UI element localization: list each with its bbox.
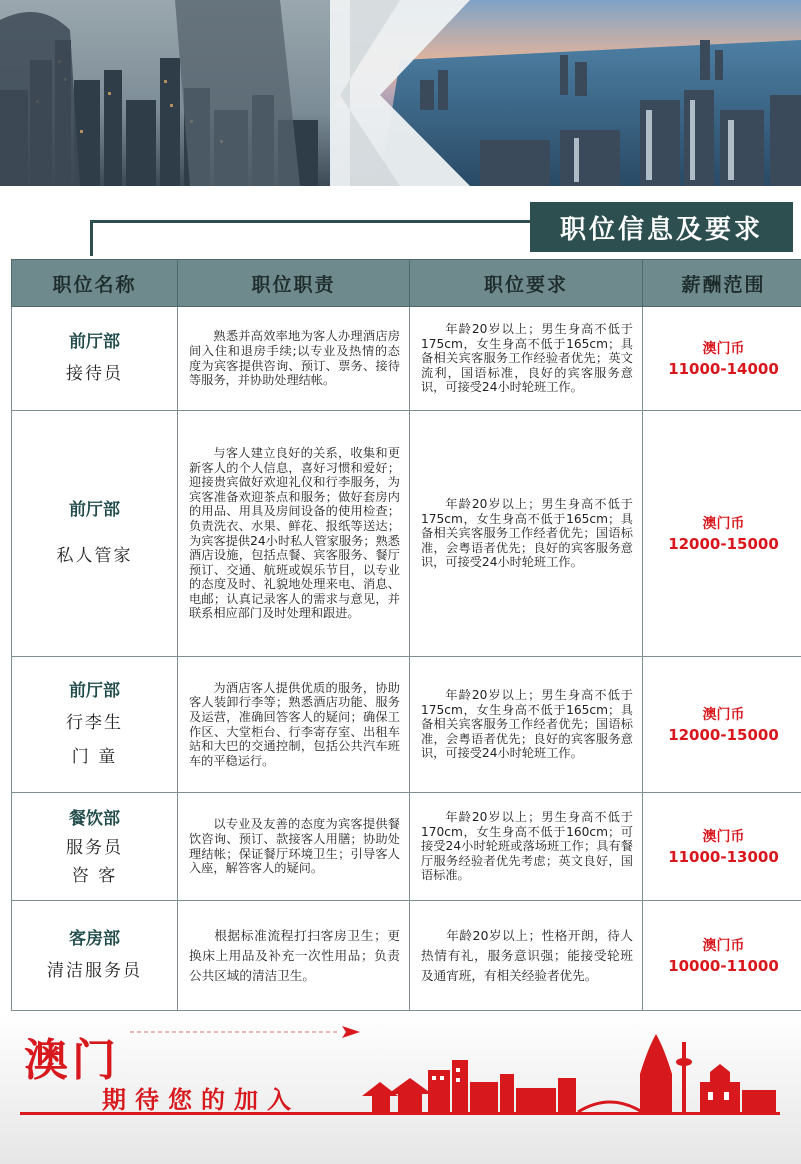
duties-text: 熟悉并高效率地为客人办理酒店房间入住和退房手续;以专业及热情的态度为宾客提供咨询、预订、票务、接待等服务，并协助处理结帐。 bbox=[189, 329, 400, 388]
salary-cell bbox=[643, 411, 801, 657]
requirements-text: 年龄20岁以上；男生身高不低于175cm，女生身高不低于165cm；具备相关宾客服务工作经验者优先；英文流利，国语标准，良好的宾客服务意识，可接受24小时轮班工作。 bbox=[421, 322, 633, 395]
salary-cell bbox=[643, 657, 801, 793]
duties-text: 为酒店客人提供优质的服务，协助客人装卸行李等；熟悉酒店功能、服务及运营，准确回答客人的疑问；确保工作区、大堂柜台、行李寄存室、出租车站和大巴的交通控制，包括公共汽车班车的平稳运行。 bbox=[189, 680, 400, 768]
table-row bbox=[12, 411, 801, 657]
duties-text: 根据标准流程打扫客房卫生；更换床上用品及补充一次性用品；负责公共区域的清洁卫生。 bbox=[189, 927, 400, 983]
department: 餐饮部 bbox=[69, 808, 120, 829]
position-cell bbox=[12, 411, 178, 657]
salary-currency: 澳门币 bbox=[702, 340, 745, 357]
table-row bbox=[12, 901, 801, 1011]
salary-range: 12000-15000 bbox=[668, 725, 779, 744]
position-name: 门 童 bbox=[71, 746, 118, 767]
duties-cell bbox=[178, 411, 410, 657]
table-row bbox=[12, 793, 801, 901]
position-name: 接待员 bbox=[66, 363, 123, 384]
requirements-cell bbox=[410, 307, 643, 411]
department: 客房部 bbox=[69, 928, 120, 949]
position-name: 行李生 bbox=[66, 712, 123, 733]
duties-cell bbox=[178, 901, 410, 1011]
section-title: 职位信息及要求 bbox=[530, 202, 793, 252]
position-name: 服务员 bbox=[66, 837, 123, 858]
city-skyline-photo bbox=[0, 0, 801, 186]
title-rule-hook bbox=[90, 220, 93, 256]
salary-cell bbox=[643, 307, 801, 411]
header-banner bbox=[0, 0, 801, 186]
header-salary: 薪酬范围 bbox=[643, 260, 801, 307]
salary-range: 12000-15000 bbox=[668, 534, 779, 553]
requirements-text: 年龄20岁以上；男生身高不低于175cm，女生身高不低于165cm；具备相关宾客服务工作经者优先；国语标准，会粤语者优先；良好的宾客服务意识，可接受24小时轮班工作。 bbox=[421, 497, 633, 570]
title-rule bbox=[90, 220, 530, 223]
salary-currency: 澳门币 bbox=[702, 937, 745, 954]
salary-currency: 澳门币 bbox=[702, 515, 745, 532]
salary-range: 11000-14000 bbox=[668, 359, 779, 378]
position-name: 私人管家 bbox=[56, 545, 133, 566]
requirements-cell bbox=[410, 657, 643, 793]
position-cell bbox=[12, 307, 178, 411]
salary-range: 10000-11000 bbox=[668, 956, 779, 975]
duties-cell bbox=[178, 793, 410, 901]
city-name: 澳门 bbox=[24, 1035, 120, 1086]
slogan: 期待您的加入 bbox=[102, 1085, 300, 1114]
department: 前厅部 bbox=[69, 331, 120, 352]
position-name: 咨 客 bbox=[71, 865, 118, 886]
requirements-text: 年龄20岁以上；性格开朗，待人热情有礼，服务意识强；能接受轮班及通宵班，有相关经验者优先。 bbox=[421, 927, 633, 983]
table-row bbox=[12, 307, 801, 411]
table-row bbox=[12, 657, 801, 793]
header-requirements: 职位要求 bbox=[410, 260, 643, 307]
requirements-cell bbox=[410, 793, 643, 901]
department: 前厅部 bbox=[69, 499, 120, 520]
salary-currency: 澳门币 bbox=[702, 828, 745, 845]
requirements-text: 年龄20岁以上；男生身高不低于170cm，女生身高不低于160cm；可接受24小时轮班或落场班工作；具有餐厅服务经验者优先考虑；英文良好，国语标准。 bbox=[421, 810, 633, 883]
duties-cell bbox=[178, 307, 410, 411]
job-table bbox=[11, 259, 801, 1011]
table-header-row bbox=[12, 260, 801, 307]
salary-currency: 澳门币 bbox=[702, 706, 745, 723]
salary-range: 11000-13000 bbox=[668, 847, 779, 866]
requirements-text: 年龄20岁以上；男生身高不低于175cm，女生身高不低于165cm；具备相关宾客服务工作经者优先；国语标准，会粤语者优先；良好的宾客服务意识，可接受24小时轮班工作。 bbox=[421, 688, 633, 761]
position-cell bbox=[12, 793, 178, 901]
department: 前厅部 bbox=[69, 680, 120, 701]
duties-text: 与客人建立良好的关系，收集和更新客人的个人信息，喜好习惯和爱好；迎接贵宾做好欢迎礼仪和行李服务，为宾客准备欢迎茶点和服务；做好套房内的用品、用具及房间设备的使用检查；负责洗衣、水果、鲜花、报纸等送达；为宾客提供24小时私人管家服务；熟悉酒店设施，包括点餐、宾客服务、餐厅预订、交通、航班或娱乐节目，以专业的态度及时、礼貌地处理来电、消息、电邮；认真记录客人的需求与意见，并联系相应部门及时处理和跟进。 bbox=[189, 445, 400, 621]
position-name: 清洁服务员 bbox=[47, 960, 142, 981]
salary-cell bbox=[643, 793, 801, 901]
requirements-cell bbox=[410, 411, 643, 657]
header-position: 职位名称 bbox=[12, 260, 178, 307]
position-cell bbox=[12, 657, 178, 793]
duties-cell bbox=[178, 657, 410, 793]
position-cell bbox=[12, 901, 178, 1011]
salary-cell bbox=[643, 901, 801, 1011]
requirements-cell bbox=[410, 901, 643, 1011]
header-duties: 职位职责 bbox=[178, 260, 410, 307]
duties-text: 以专业及友善的态度为宾客提供餐饮咨询、预订、款接客人用膳；协助处理结帐；保证餐厅环境卫生；引导客人入座，解答客人的疑问。 bbox=[189, 817, 400, 876]
